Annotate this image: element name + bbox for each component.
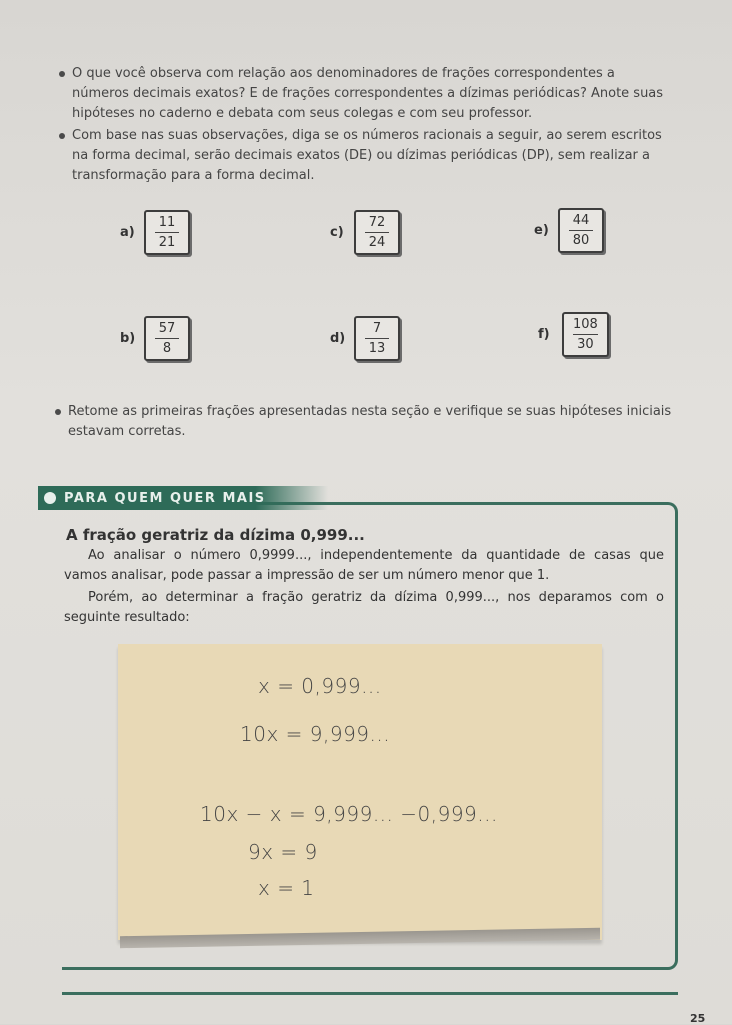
equation-line-4: 9x = 9 <box>248 840 318 864</box>
denominator: 80 <box>572 233 590 248</box>
fraction-bar <box>365 232 389 233</box>
paragraph-text: Porém, ao determinar a fração geratriz da dízima 0,999..., nos deparamos com o seguinte resultado: <box>64 590 664 625</box>
fraction-box <box>144 316 190 361</box>
equation-line-2: 10x = 9,999... <box>240 722 391 746</box>
page-number: 25 <box>690 1012 706 1025</box>
bullet-dot <box>59 71 65 77</box>
item-a <box>120 210 190 255</box>
equation-line-3: 10x − x = 9,999... −0,999... <box>200 802 498 826</box>
numerator: 7 <box>372 321 382 336</box>
section-title: A fração geratriz da dízima 0,999... <box>66 526 365 544</box>
paragraph-text: Ao analisar o número 0,9999..., independentemente da quantidade de casas que vamos analisar, pode passar a impressão de ser um número menor que 1. <box>64 548 664 583</box>
numerator: 44 <box>572 213 590 228</box>
fraction-bar <box>155 338 179 339</box>
fraction-box <box>558 208 604 253</box>
bullet-dot <box>55 409 61 415</box>
equation-line-5: x = 1 <box>258 876 315 900</box>
numerator: 11 <box>158 215 176 230</box>
fraction-bar <box>365 338 389 339</box>
section-paragraph-1 <box>64 546 664 586</box>
section-paragraph-2 <box>64 588 664 628</box>
item-e <box>534 208 604 253</box>
bullet-observation <box>72 64 664 124</box>
item-label: b) <box>120 331 136 346</box>
fraction-bar <box>155 232 179 233</box>
fraction-bar <box>573 334 598 335</box>
bullet-text: Retome as primeiras frações apresentadas nesta seção e verifique se suas hipóteses iniciais estavam corretas. <box>68 404 672 439</box>
bullet-text: Com base nas suas observações, diga se os números racionais a seguir, ao serem escritos na forma decimal, serão decimais exatos (DE) ou dízimas periódicas (DP), sem realizar a transformação para a forma decimal. <box>72 128 662 183</box>
item-label: e) <box>534 223 549 238</box>
item-c <box>330 210 400 255</box>
denominator: 13 <box>368 341 386 356</box>
fraction-box <box>144 210 190 255</box>
equation-line-1: x = 0,999... <box>258 674 382 698</box>
bullet-review <box>68 402 674 442</box>
denominator: 8 <box>162 341 172 356</box>
bullet-dot <box>59 133 65 139</box>
denominator: 30 <box>577 337 594 352</box>
bullet-instruction <box>72 126 664 186</box>
fraction-box <box>562 312 609 357</box>
numerator: 72 <box>368 215 386 230</box>
item-label: f) <box>538 327 550 342</box>
banner-dot-icon <box>44 492 56 504</box>
fraction-box <box>354 316 400 361</box>
banner-label: PARA QUEM QUER MAIS <box>64 490 266 506</box>
section-banner <box>38 486 328 510</box>
section-bottom-rule <box>62 992 678 995</box>
fraction-bar <box>569 230 593 231</box>
denominator: 21 <box>158 235 176 250</box>
denominator: 24 <box>368 235 386 250</box>
item-label: d) <box>330 331 346 346</box>
item-label: c) <box>330 225 344 240</box>
bullet-text: O que você observa com relação aos denominadores de frações correspondentes a números decimais exatos? E de frações correspondentes a dízimas periódicas? Anote suas hipóteses no caderno e debata com seus colegas e com seu professor. <box>72 66 664 121</box>
fraction-box <box>354 210 400 255</box>
item-f <box>538 312 609 357</box>
item-b <box>120 316 190 361</box>
item-d <box>330 316 400 361</box>
numerator: 57 <box>158 321 176 336</box>
item-label: a) <box>120 225 135 240</box>
numerator: 108 <box>573 317 598 332</box>
